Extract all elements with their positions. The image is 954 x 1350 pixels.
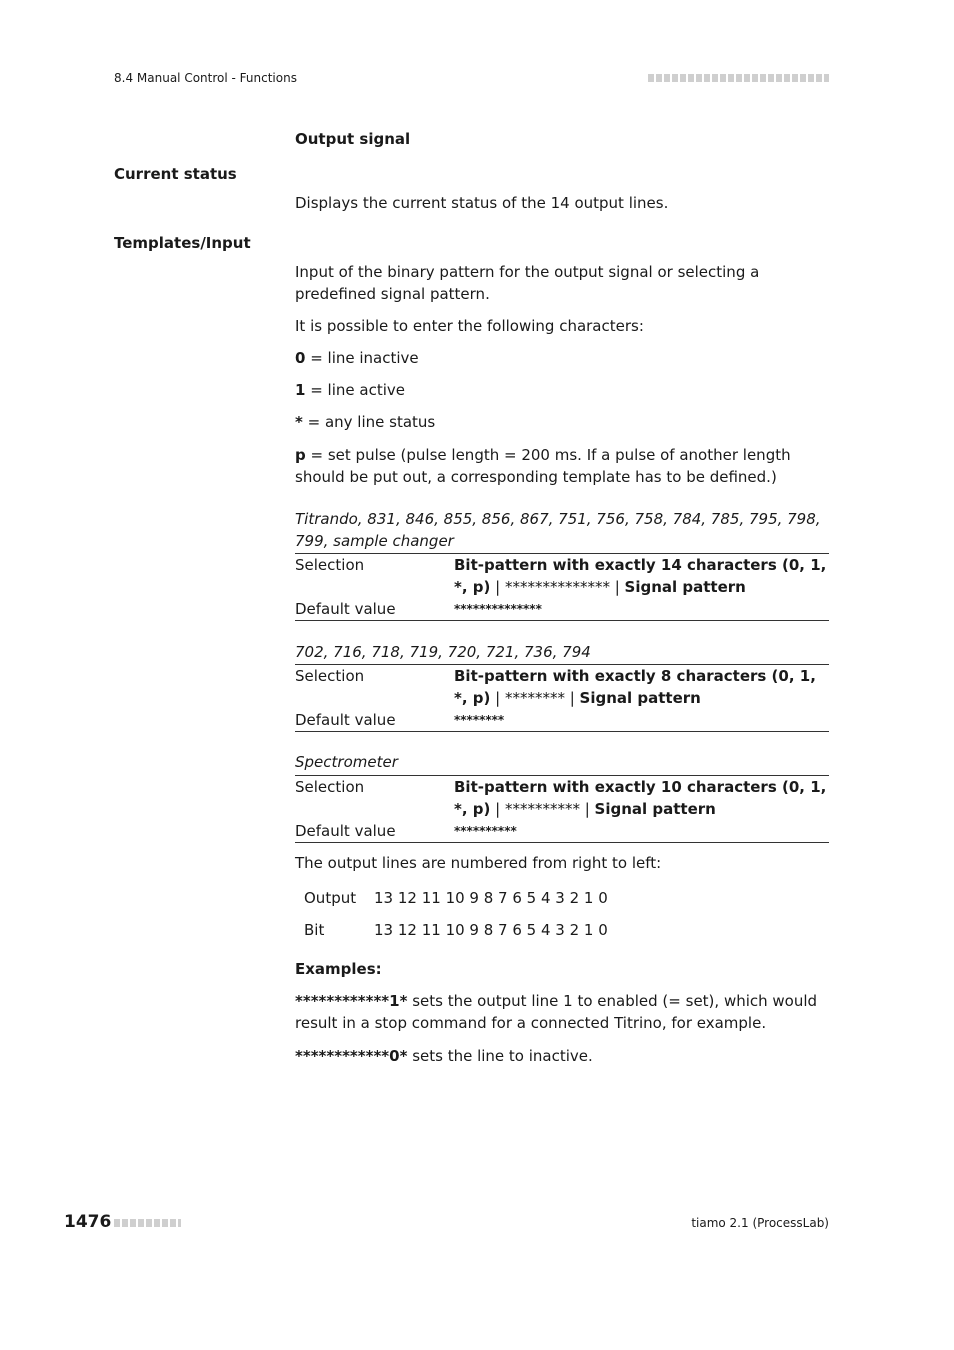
selection-value: Bit-pattern with exactly 10 characters (0, 1, *, p) | ********** | Signal pattern bbox=[454, 778, 827, 818]
example-code: ************0* bbox=[295, 1047, 408, 1065]
page-title: Output signal bbox=[295, 130, 411, 148]
selection-value: Bit-pattern with exactly 14 characters (0, 1, *, p) | ************** | Signal pattern bbox=[454, 556, 827, 596]
templates-input-label: Templates/Input bbox=[114, 234, 251, 252]
options-table bbox=[295, 553, 829, 621]
templates-possible: It is possible to enter the following characters: bbox=[295, 317, 644, 335]
numbering-row-label: Output bbox=[304, 889, 357, 907]
examples-heading: Examples: bbox=[295, 960, 382, 978]
char-key: 0 bbox=[295, 349, 306, 367]
char-item bbox=[295, 347, 829, 369]
example-item bbox=[295, 990, 829, 1034]
numbering-row-values: 13 12 11 10 9 8 7 6 5 4 3 2 1 0 bbox=[374, 889, 608, 907]
example-item bbox=[295, 1045, 829, 1067]
char-key: * bbox=[295, 413, 303, 431]
product-name: tiamo 2.1 (ProcessLab) bbox=[691, 1216, 829, 1230]
templates-intro: Input of the binary pattern for the output signal or selecting a predefined signal pattern. bbox=[295, 263, 760, 303]
page-number: 1476 bbox=[64, 1212, 112, 1232]
current-status-label: Current status bbox=[114, 165, 237, 183]
char-desc: = line active bbox=[305, 381, 405, 399]
char-item bbox=[295, 411, 829, 433]
default-label: Default value bbox=[295, 822, 396, 840]
example-text: sets the line to inactive. bbox=[407, 1047, 593, 1065]
selection-label: Selection bbox=[295, 778, 365, 796]
numbering-intro: The output lines are numbered from right to left: bbox=[295, 854, 662, 872]
default-value: ******** bbox=[454, 713, 505, 727]
footer-decoration bbox=[114, 1219, 181, 1227]
selection-value: Bit-pattern with exactly 8 characters (0, 1, *, p) | ******** | Signal pattern bbox=[454, 667, 816, 707]
char-desc: = set pulse (pulse length = 200 ms. If a pulse of another length should be put out, a corresponding template has to be defined.) bbox=[295, 446, 791, 486]
default-label: Default value bbox=[295, 600, 396, 618]
char-key: 1 bbox=[295, 381, 306, 399]
current-status-text: Displays the current status of the 14 output lines. bbox=[295, 194, 669, 212]
numbering-row-label: Bit bbox=[304, 921, 325, 939]
section-header: 8.4 Manual Control - Functions bbox=[114, 71, 297, 85]
example-code: ************1* bbox=[295, 992, 408, 1010]
char-desc: = line inactive bbox=[305, 349, 419, 367]
options-table bbox=[295, 664, 829, 732]
default-label: Default value bbox=[295, 711, 396, 729]
default-value: ************** bbox=[454, 602, 542, 616]
device-list: Spectrometer bbox=[295, 753, 398, 771]
char-desc: = any line status bbox=[302, 413, 436, 431]
selection-label: Selection bbox=[295, 556, 365, 574]
device-list: 702, 716, 718, 719, 720, 721, 736, 794 bbox=[295, 643, 591, 661]
default-value: ********** bbox=[454, 824, 517, 838]
options-table bbox=[295, 775, 829, 843]
char-item bbox=[295, 379, 829, 401]
char-item bbox=[295, 444, 829, 488]
header-decoration bbox=[648, 74, 829, 82]
char-key: p bbox=[295, 446, 306, 464]
device-list: Titrando, 831, 846, 855, 856, 867, 751, 756, 758, 784, 785, 795, 798, 799, sample changer bbox=[295, 510, 821, 550]
selection-label: Selection bbox=[295, 667, 365, 685]
example-text: sets the output line 1 to enabled (= set), which would result in a stop command for a connected Titrino, for example. bbox=[295, 992, 818, 1032]
numbering-row-values: 13 12 11 10 9 8 7 6 5 4 3 2 1 0 bbox=[374, 921, 608, 939]
